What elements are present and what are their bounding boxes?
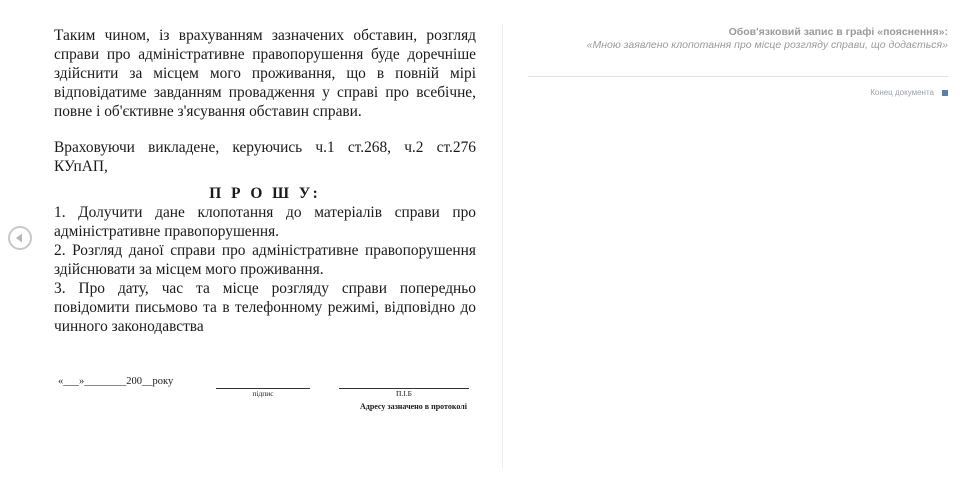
chevron-left-icon [14,232,26,244]
note-title: Обов'язковий запис в графі «пояснення»: [728,26,948,38]
paragraph-legal-basis: Враховуючи викладене, керуючись ч.1 ст.268, ч.2 ст.276 КУпАП, [54,139,476,175]
page-divider [502,24,503,468]
horizontal-rule [528,76,948,77]
name-caption: П.І.Б [396,389,412,398]
signature-caption: підпис [252,389,274,398]
date-field: «___»________200__року [58,376,174,387]
document-page-left [54,26,476,336]
paragraph-conclusion: Таким чином, із врахуванням зазначених обставин, розгляд справи про адміністративне правопорушення буде доречніше здійснити за місцем мого проживання, що в повній мірі відповідатиме завданням провадження у справі про всебічне, повне і об'єктивне з'ясування обставин справи. [54,27,476,120]
request-heading: П Р О Ш У: [209,185,321,202]
end-of-document [870,88,948,97]
address-note: Адресу зазначено в протоколі [360,402,467,411]
document-page-right [528,26,948,97]
request-item-1: 1. Долучити дане клопотання до матеріалів справи про адміністративне правопорушення. [54,204,476,240]
note-text: «Мною заявлено клопотання про місце розгляду справи, що додається» [586,39,948,51]
end-of-document-label: Конец документа [870,88,934,97]
square-icon [942,90,948,96]
signature-block [58,376,478,416]
request-item-2: 2. Розгляд даної справи про адміністративне правопорушення здійснювати за місцем мого проживання. [54,242,476,278]
request-item-3: 3. Про дату, час та місце розгляду справи попередньо повідомити письмово та в телефонному режимі, відповідно до чинного законодавства [54,280,476,335]
previous-page-button[interactable] [8,226,32,250]
